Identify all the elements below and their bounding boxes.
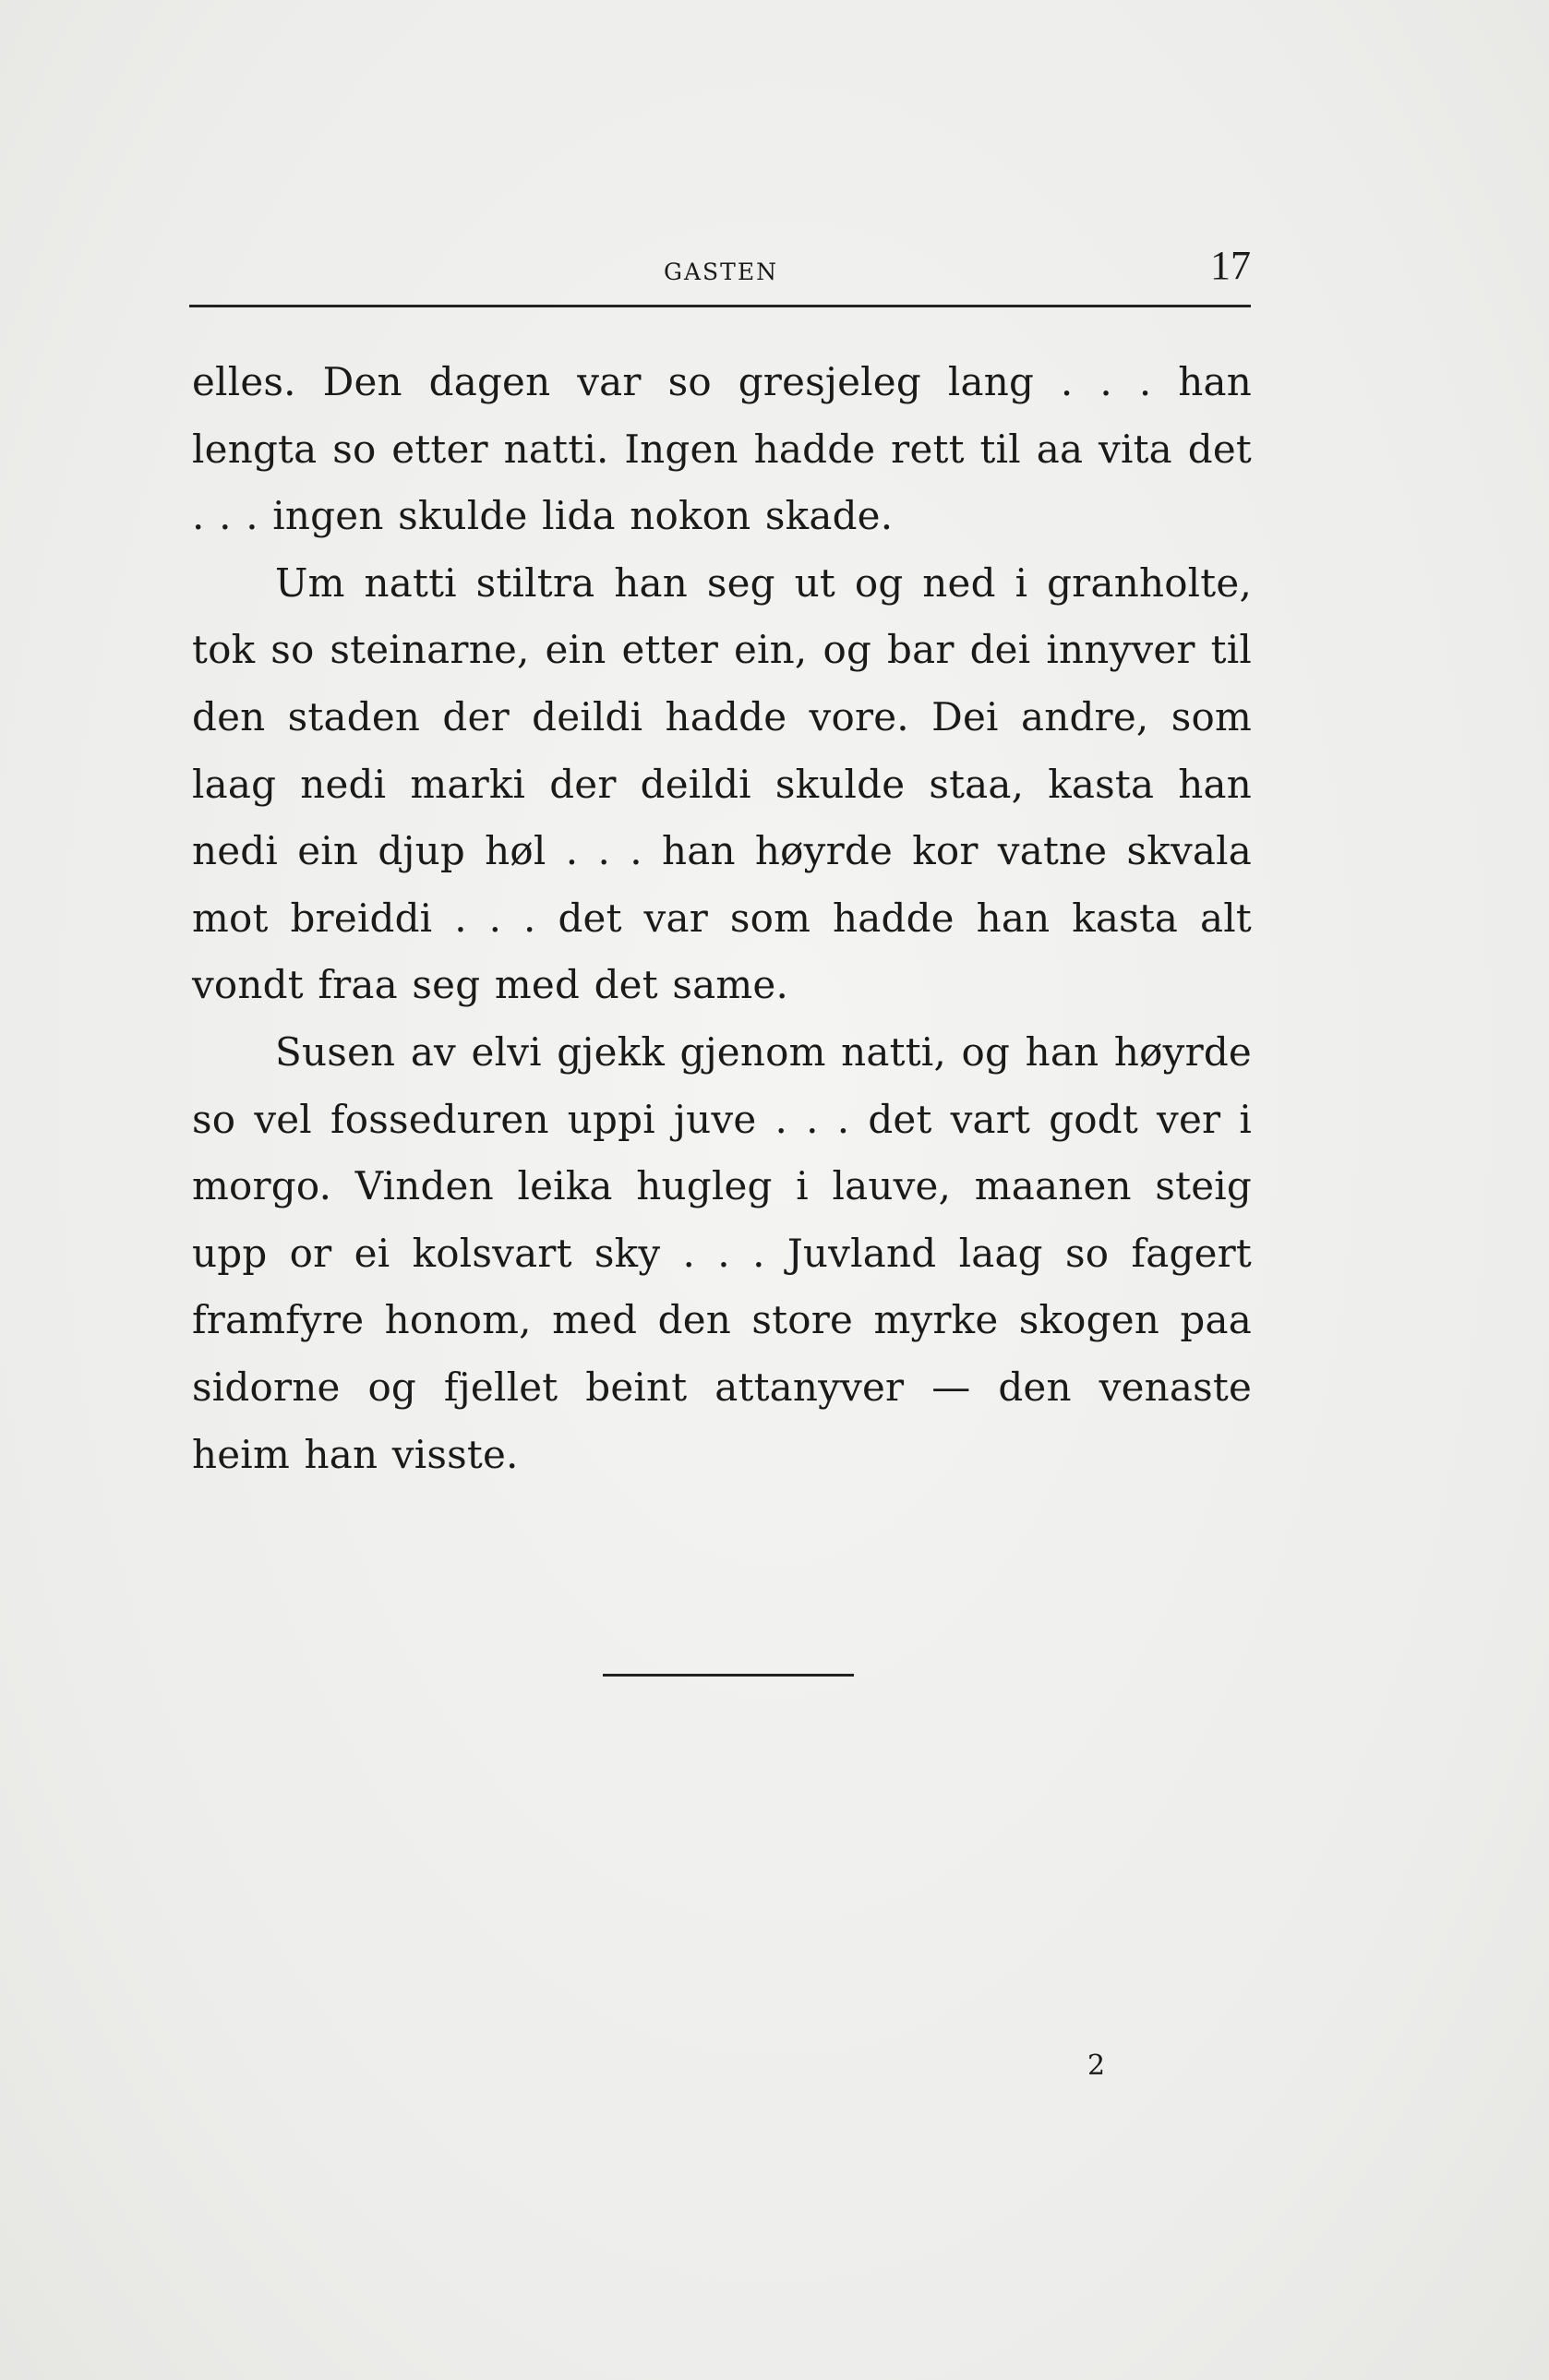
paragraph: Um natti stiltra han seg ut og ned i granholte, tok so steinarne, ein etter ein, og bar dei innyver til den staden der deildi hadde vore. Dei andre, som laag nedi marki der deildi skulde staa, kasta han nedi ein djup høl . . . han høyrde kor vatne skvala mot breiddi . . . det var som hadde han kasta alt vondt fraa seg med det same. — [192, 559, 1252, 1008]
header-rule — [189, 305, 1251, 307]
page-number: 17 — [1210, 243, 1251, 288]
paragraph: Susen av elvi gjekk gjenom natti, og han høyrde so vel fosseduren uppi juve . . . det vart godt ver i morgo. Vinden leika hugleg i lauve, maanen steig upp or ei kolsvart sky . . . Juvland laag so fagert framfyre honom, med den store myrke skogen paa sidorne og fjellet beint attanyver — den venaste heim han visste. — [192, 1028, 1252, 1477]
section-end-rule — [603, 1674, 854, 1677]
page-header — [189, 242, 1251, 297]
body-text — [192, 349, 1252, 1488]
paragraph: elles. Den dagen var so gresjeleg lang . . . han lengta so etter natti. Ingen hadde rett til aa vita det . . . ingen skulde lida nokon skade. — [192, 359, 1252, 539]
signature-mark: 2 — [1087, 2049, 1106, 2082]
running-title: GASTEN — [664, 258, 778, 285]
